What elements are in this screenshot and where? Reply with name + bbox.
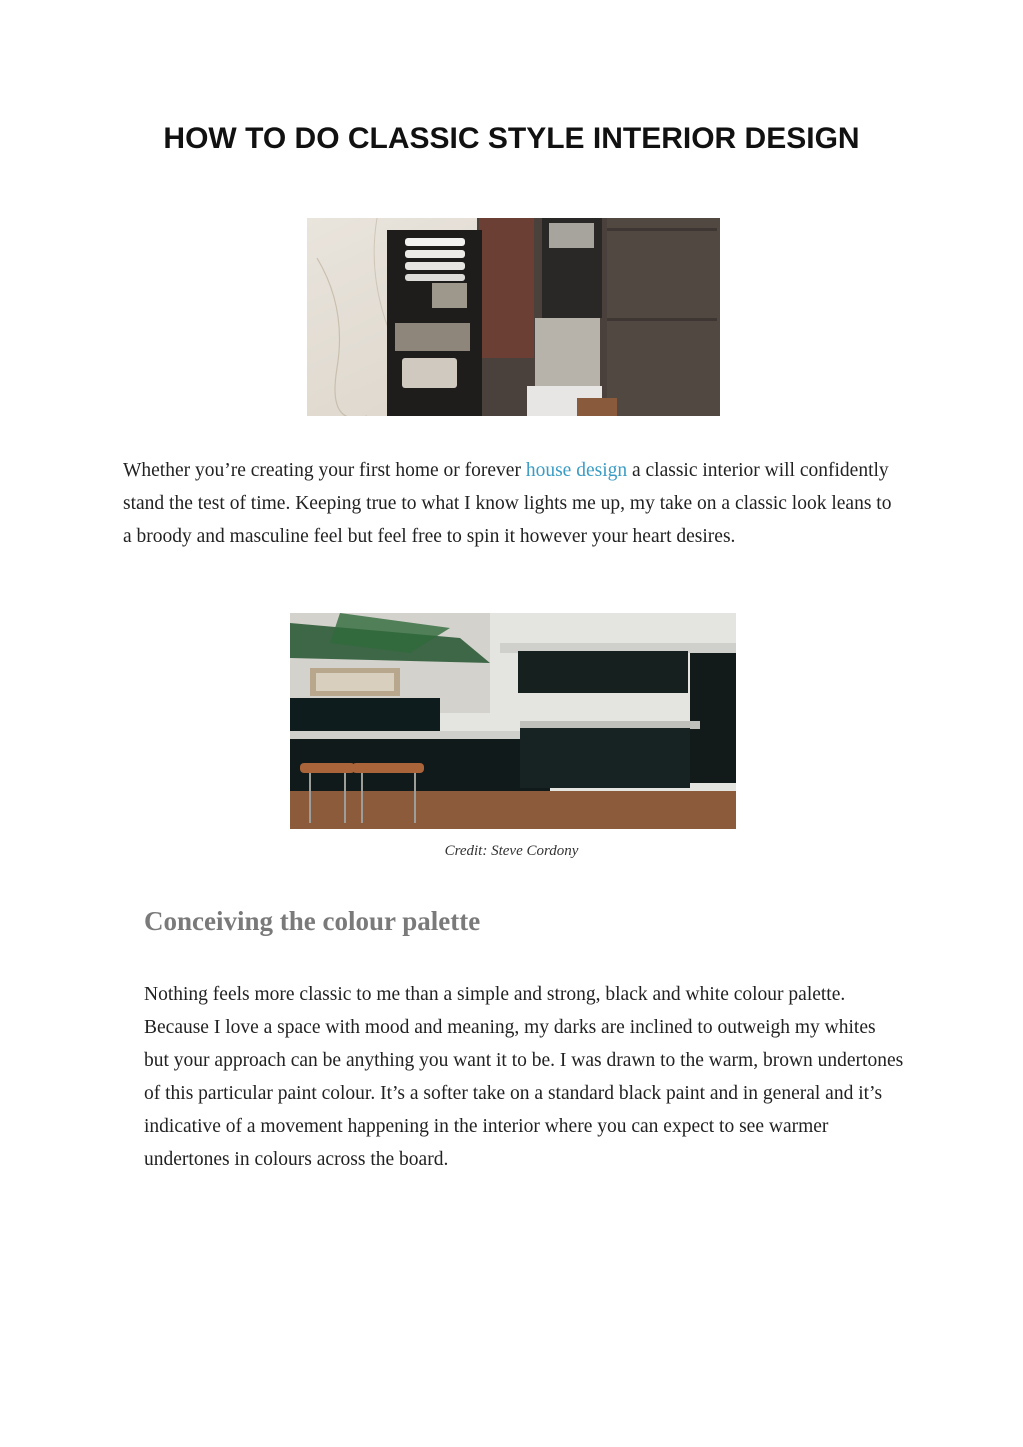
intro-text-after: a classic interior will confidently stand the test of time. Keeping true to what I know lights me up, my take on a classic look leans to a broody and masculine feel but feel free to spin it however your heart desires. [123,460,892,547]
section-heading: Conceiving the colour palette [144,906,481,936]
moodboard-image [307,218,720,416]
intro-paragraph [123,454,893,553]
page-title: HOW TO DO CLASSIC STYLE INTERIOR DESIGN [163,122,860,155]
image-caption: Credit: Steve Cordony [444,843,579,859]
intro-text-before: Whether you’re creating your first home or forever [123,460,526,481]
house-design-link[interactable]: house design [525,460,628,481]
section-paragraph: Nothing feels more classic to me than a simple and strong, black and white colour palette. Because I love a space with mood and meaning, my darks are inclined to outweigh my whites but your approach can be anything you want it to be. I was drawn to the warm, brown undertones of this particular paint colour. It’s a softer take on a standard black paint and in general and it’s indicative of a movement happening in the interior where you can expect to see warmer undertones in colours across the board. [144,984,904,1170]
kitchen-image [290,613,736,829]
